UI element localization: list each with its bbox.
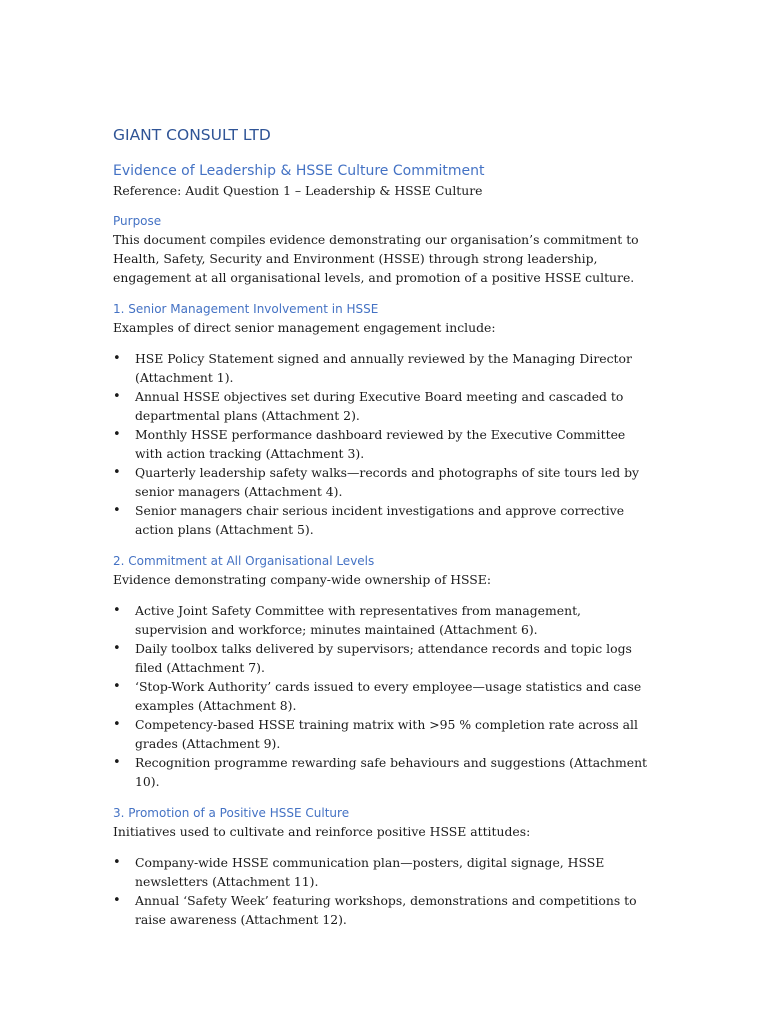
list-item-text: Monthly HSSE performance dashboard reviewed by the Executive Committee with action tracking (Attachment 3). bbox=[135, 427, 626, 461]
purpose-text: This document compiles evidence demonstrating our organisation’s commitment to Health, Safety, Security and Environment (HSSE) through strong leadership, engagement at all organisational levels, and promotion of a positive HSSE culture. bbox=[113, 232, 639, 285]
list-item bbox=[113, 425, 653, 463]
list-item bbox=[113, 639, 653, 677]
bullet-list bbox=[113, 349, 653, 539]
bullet-icon: • bbox=[113, 641, 121, 656]
bullet-icon: • bbox=[113, 717, 121, 732]
list-item bbox=[113, 853, 653, 891]
list-item bbox=[113, 463, 653, 501]
document-title: Evidence of Leadership & HSSE Culture Commitment bbox=[113, 163, 485, 179]
list-item bbox=[113, 753, 653, 791]
section-heading: 2. Commitment at All Organisational Levels bbox=[113, 554, 375, 568]
list-item-text: Daily toolbox talks delivered by supervisors; attendance records and topic logs filed (Attachment 7). bbox=[135, 641, 632, 675]
bullet-icon: • bbox=[113, 389, 121, 404]
section-intro: Examples of direct senior management engagement include: bbox=[113, 320, 496, 335]
list-item-text: Annual ‘Safety Week’ featuring workshops, demonstrations and competitions to raise awareness (Attachment 12). bbox=[135, 893, 637, 927]
document-page bbox=[113, 124, 653, 942]
list-item-text: Annual HSSE objectives set during Executive Board meeting and cascaded to departmental plans (Attachment 2). bbox=[135, 389, 624, 423]
list-item-text: Active Joint Safety Committee with representatives from management, supervision and workforce; minutes maintained (Attachment 6). bbox=[135, 603, 581, 637]
list-item-text: Quarterly leadership safety walks—records and photographs of site tours led by senior managers (Attachment 4). bbox=[135, 465, 640, 499]
list-item bbox=[113, 891, 653, 929]
list-item-text: Company-wide HSSE communication plan—posters, digital signage, HSSE newsletters (Attachment 11). bbox=[135, 855, 605, 889]
bullet-icon: • bbox=[113, 603, 121, 618]
section-intro: Evidence demonstrating company-wide ownership of HSSE: bbox=[113, 572, 492, 587]
list-item bbox=[113, 387, 653, 425]
section-heading: 3. Promotion of a Positive HSSE Culture bbox=[113, 806, 350, 820]
bullet-icon: • bbox=[113, 503, 121, 518]
purpose-heading: Purpose bbox=[113, 214, 162, 228]
list-item bbox=[113, 715, 653, 753]
list-item bbox=[113, 677, 653, 715]
list-item bbox=[113, 349, 653, 387]
section-heading: 1. Senior Management Involvement in HSSE bbox=[113, 302, 379, 316]
bullet-icon: • bbox=[113, 893, 121, 908]
bullet-icon: • bbox=[113, 465, 121, 480]
list-item-text: Recognition programme rewarding safe behaviours and suggestions (Attachment 10). bbox=[135, 755, 648, 789]
list-item bbox=[113, 501, 653, 539]
list-item-text: Senior managers chair serious incident investigations and approve corrective action plans (Attachment 5). bbox=[135, 503, 625, 537]
bullet-icon: • bbox=[113, 755, 121, 770]
bullet-list bbox=[113, 601, 653, 791]
section-1 bbox=[113, 300, 653, 539]
bullet-icon: • bbox=[113, 351, 121, 366]
bullet-list bbox=[113, 853, 653, 929]
bullet-icon: • bbox=[113, 679, 121, 694]
list-item-text: HSE Policy Statement signed and annually reviewed by the Managing Director (Attachment 1). bbox=[135, 351, 632, 385]
section-intro: Initiatives used to cultivate and reinforce positive HSSE attitudes: bbox=[113, 824, 531, 839]
bullet-icon: • bbox=[113, 427, 121, 442]
reference-line: Reference: Audit Question 1 – Leadership & HSSE Culture bbox=[113, 183, 483, 198]
list-item-text: Competency-based HSSE training matrix with >95 % completion rate across all grades (Attachment 9). bbox=[135, 717, 638, 751]
section-3 bbox=[113, 804, 653, 929]
company-name: GIANT CONSULT LTD bbox=[113, 126, 271, 144]
list-item-text: ‘Stop-Work Authority’ cards issued to every employee—usage statistics and case examples (Attachment 8). bbox=[135, 679, 642, 713]
section-2 bbox=[113, 552, 653, 791]
list-item bbox=[113, 601, 653, 639]
bullet-icon: • bbox=[113, 855, 121, 870]
